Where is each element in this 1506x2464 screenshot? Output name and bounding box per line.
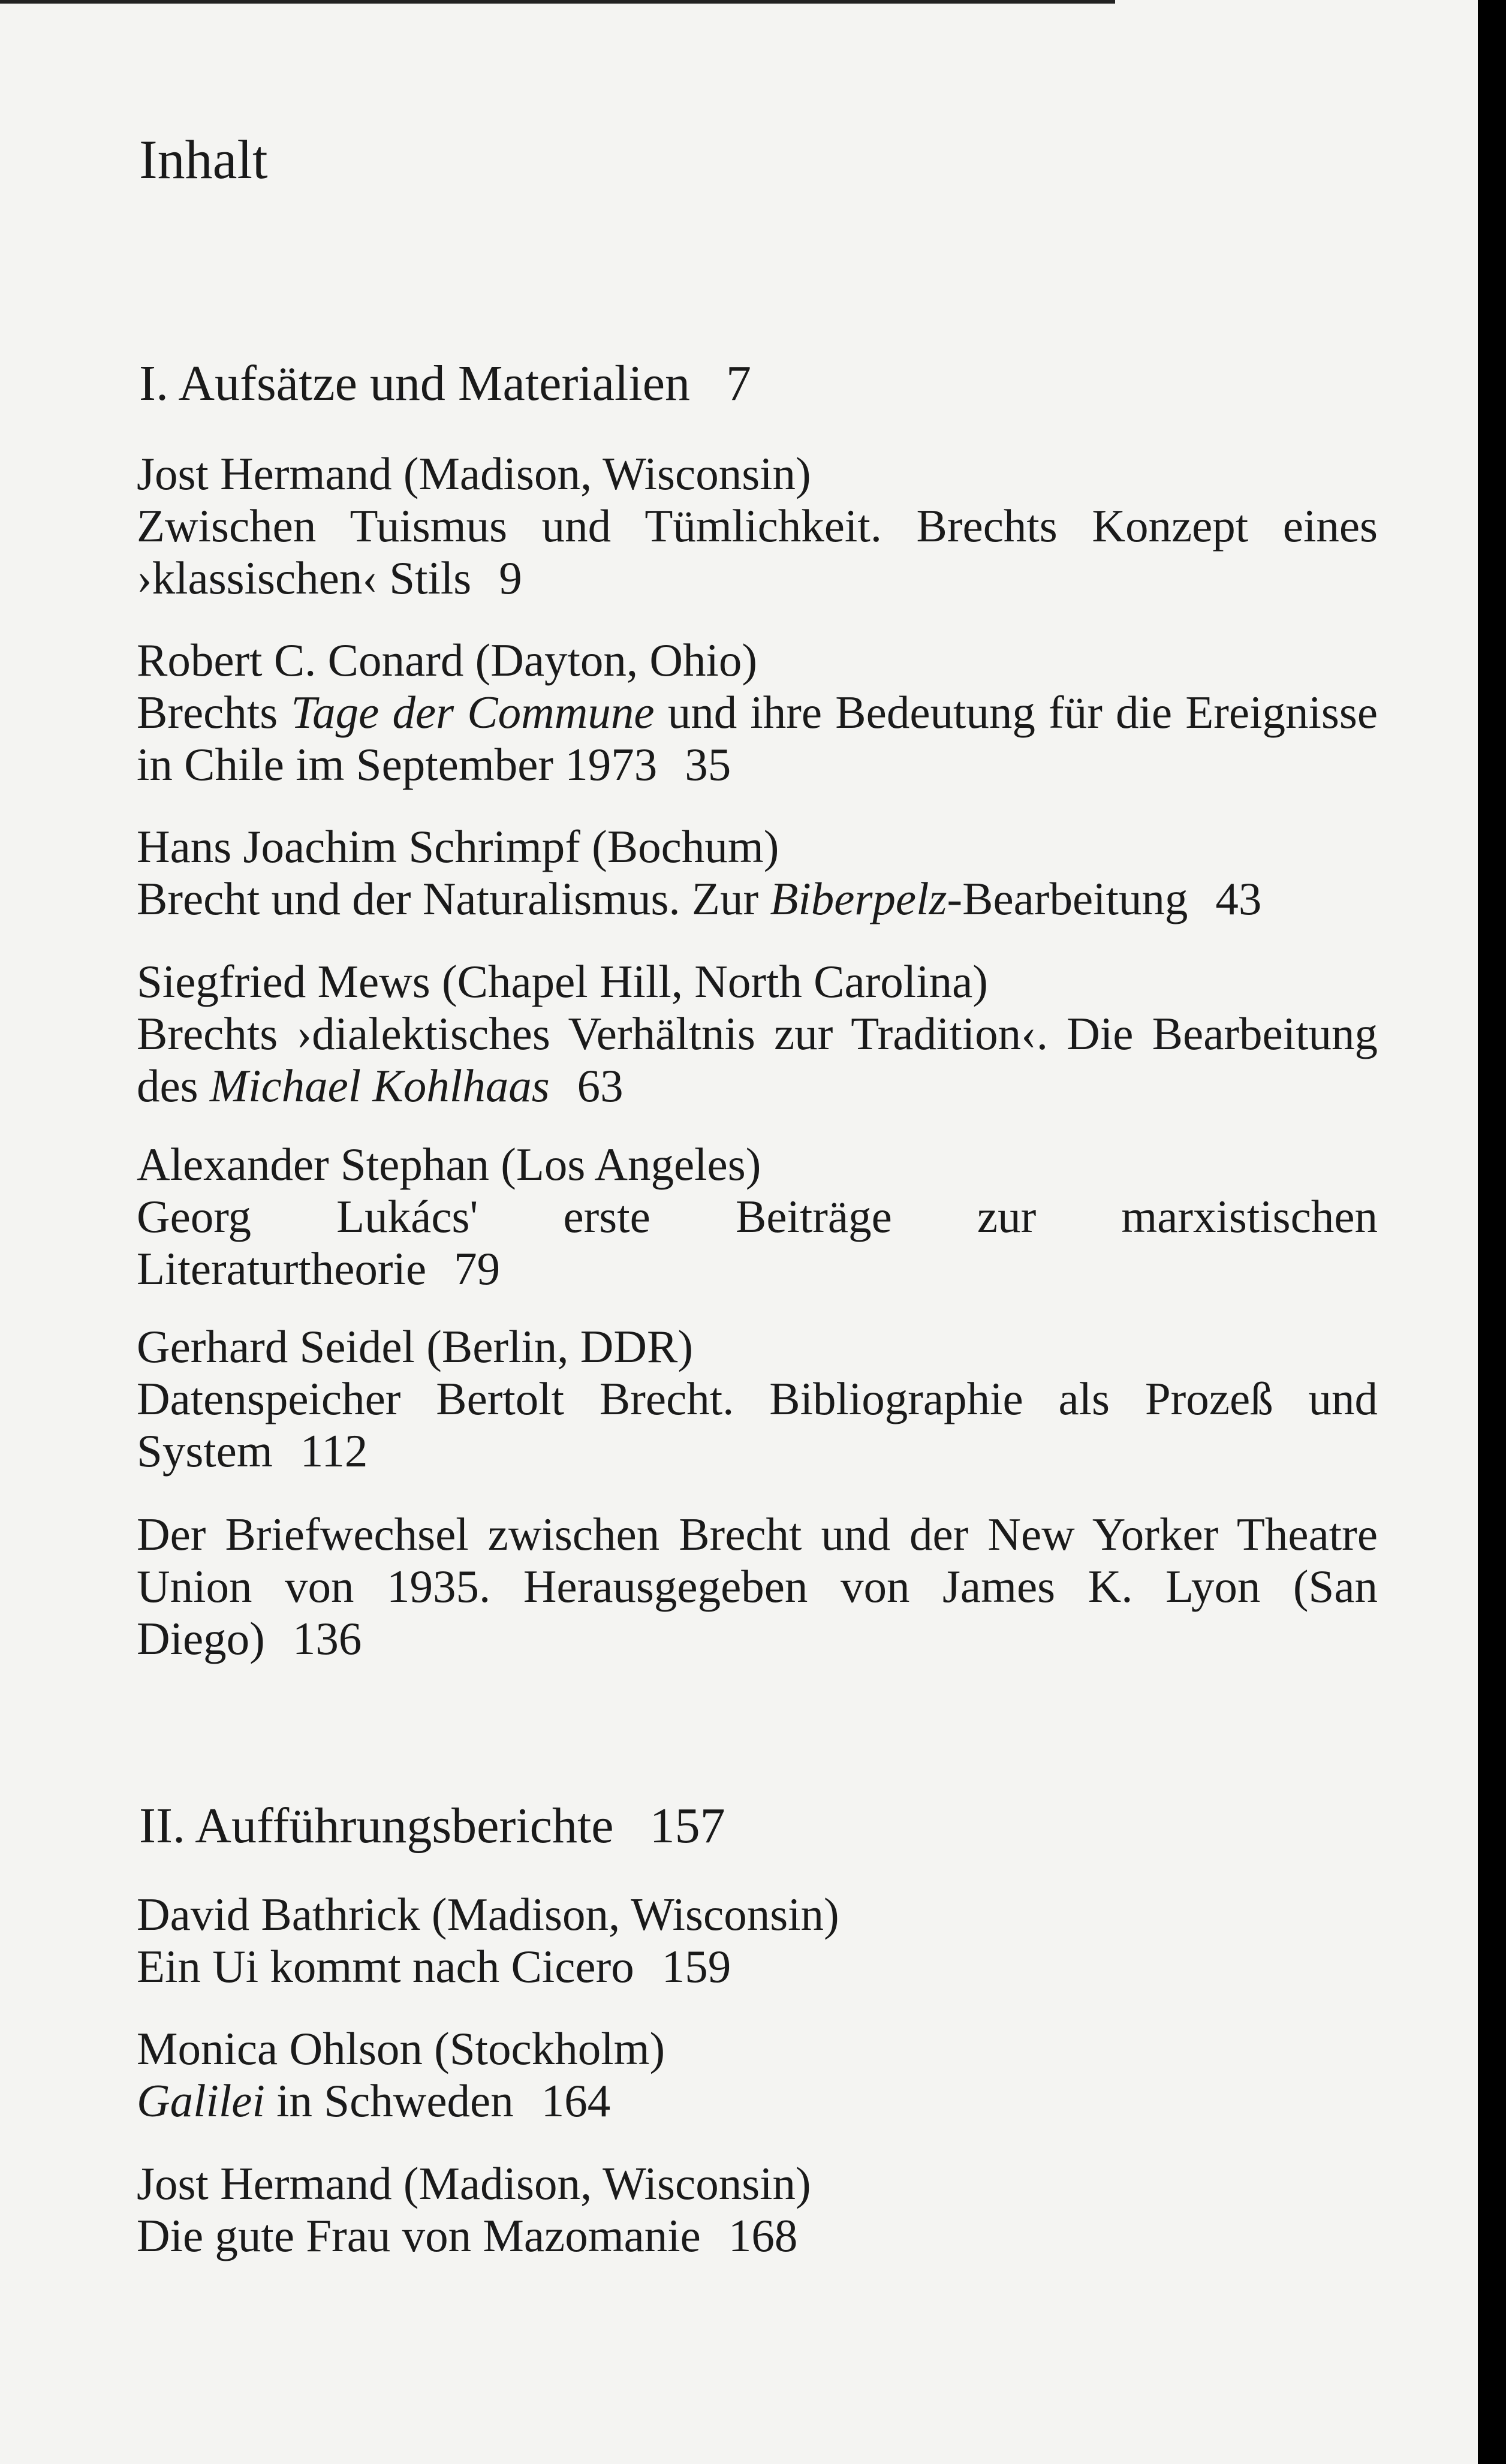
toc-entry [137, 448, 1378, 604]
toc-entry [137, 1508, 1378, 1665]
entry-title: Georg Lukács' erste Beiträge zur marxistischen Literaturtheorie [137, 1191, 1378, 1294]
entry-page-number: 43 [1215, 873, 1262, 924]
entry-author: Robert C. Conard (Dayton, Ohio) [137, 634, 758, 686]
entry-author: Monica Ohlson (Stockholm) [137, 2023, 665, 2074]
entry-title-line [137, 1508, 1378, 1665]
entry-title-line [137, 500, 1378, 604]
toc-entry [137, 956, 1378, 1112]
section-label: II. Aufführungsberichte [139, 1798, 614, 1854]
entry-author: Alexander Stephan (Los Angeles) [137, 1138, 761, 1190]
top-rule [0, 0, 1115, 4]
section-label: I. Aufsätze und Materialien [139, 356, 690, 411]
entry-title-line [137, 1373, 1378, 1477]
entry-page-number: 159 [661, 1941, 731, 1992]
entry-author: Hans Joachim Schrimpf (Bochum) [137, 821, 779, 872]
toc-entry [137, 2158, 1378, 2262]
entry-author: David Bathrick (Madison, Wisconsin) [137, 1888, 839, 1940]
entry-page-number: 63 [577, 1060, 624, 1111]
entry-title-italic: Tage der Commune [291, 686, 655, 738]
entry-title-italic: Biberpelz [770, 873, 947, 924]
entry-author: Siegfried Mews (Chapel Hill, North Carolina) [137, 956, 988, 1007]
entry-author: Jost Hermand (Madison, Wisconsin) [137, 2158, 811, 2209]
entry-author: Gerhard Seidel (Berlin, DDR) [137, 1321, 694, 1372]
entry-title: Zwischen Tuismus und Tümlichkeit. Brechts Konzept eines ›klassischen‹ Stils [137, 500, 1378, 604]
entry-title-line [137, 1008, 1378, 1112]
entry-title-pre: Brechts ›dialektisches Verhältnis zur Tradition‹. Die Bearbeitung des [137, 1008, 1378, 1111]
entry-title-line [137, 2075, 1378, 2127]
entry-page-number: 112 [300, 1425, 368, 1477]
toc-entry [137, 1321, 1378, 1477]
section-page-number: 157 [649, 1798, 725, 1854]
entry-title-pre: Brechts [137, 686, 291, 738]
toc-entry [137, 1888, 1378, 1993]
entry-title-line [137, 686, 1378, 791]
section-page-number: 7 [726, 356, 751, 411]
entry-page-number: 9 [499, 552, 522, 604]
entry-author: Jost Hermand (Madison, Wisconsin) [137, 448, 811, 499]
toc-entry [137, 821, 1378, 925]
entry-page-number: 164 [541, 2075, 611, 2126]
entry-title-post: in Schweden [264, 2075, 514, 2126]
toc-entry [137, 1138, 1378, 1295]
entry-title-line [137, 1941, 1378, 1993]
entry-title: Ein Ui kommt nach Cicero [137, 1941, 634, 1992]
section-heading-2 [139, 1798, 725, 1854]
entry-title: Datenspeicher Bertolt Brecht. Bibliographie als Prozeß und System [137, 1373, 1378, 1477]
entry-title-line [137, 2210, 1378, 2262]
entry-title-italic: Galilei [137, 2075, 265, 2126]
entry-page-number: 168 [728, 2210, 798, 2261]
section-heading-1 [139, 356, 751, 411]
entry-page-number: 35 [685, 739, 731, 790]
toc-entry [137, 2023, 1378, 2127]
page-title: Inhalt [139, 129, 268, 190]
entry-page-number: 136 [292, 1613, 362, 1664]
entry-title-pre: Brecht und der Naturalismus. Zur [137, 873, 770, 924]
entry-title-line [137, 1191, 1378, 1295]
entry-title-post: und ihre Bedeutung für die Ereignisse in Chile im September 1973 [137, 686, 1378, 790]
entry-title-line [137, 873, 1378, 925]
entry-page-number: 79 [454, 1243, 501, 1294]
entry-title-post: -Bearbeitung [947, 873, 1188, 924]
entry-title-italic: Michael Kohlhaas [209, 1060, 550, 1111]
entry-title: Die gute Frau von Mazomanie [137, 2210, 701, 2261]
toc-entry [137, 634, 1378, 791]
entry-title: Der Briefwechsel zwischen Brecht und der New Yorker Theatre Union von 1935. Herausgegeben von James K. Lyon (San Diego) [137, 1508, 1378, 1664]
